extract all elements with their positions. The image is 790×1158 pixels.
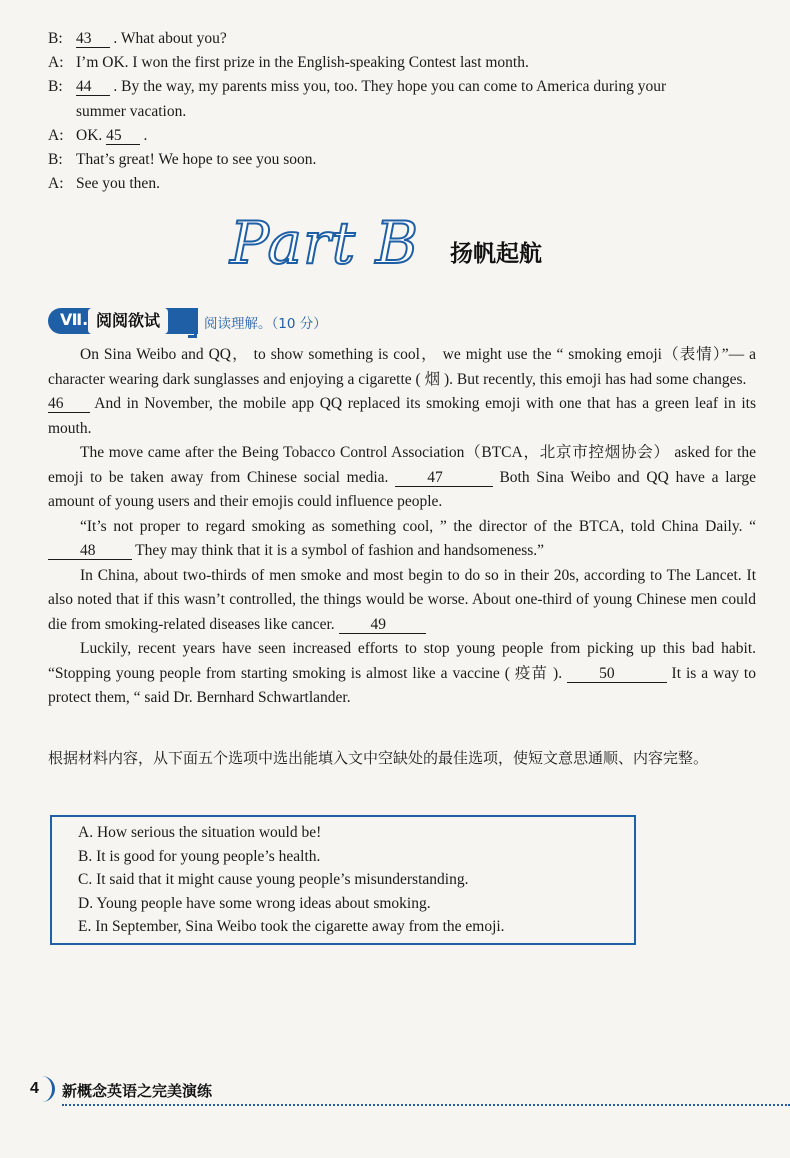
dialogue-line-3-cont: summer vacation. — [76, 103, 187, 120]
section-title: 阅阅欲试 — [88, 308, 168, 334]
options-box — [50, 815, 636, 945]
option-e: E. In September, Sina Weibo took the cigarette away from the emoji. — [78, 918, 505, 936]
dialogue-line-4: A: OK. 45 . — [48, 127, 148, 144]
passage-paragraph-5: In China, about two-thirds of men smoke and most begin to do so in their 20s, according to The Lancet. It also noted that if this wasn’t controlled, the things would be worse. About one-third of young Chinese men could die from smoking-related diseases like cancer. 49 — [48, 566, 756, 633]
blank-45: 45 — [106, 127, 140, 145]
section-subtitle: 阅读理解。（10 分） — [204, 316, 327, 332]
blank-48: 48 — [48, 542, 132, 560]
dialogue-line-6: A: See you then. — [48, 175, 160, 192]
section-header — [48, 306, 408, 336]
arc-icon — [42, 1076, 55, 1102]
blank-43: 43 — [76, 30, 110, 48]
instruction-text: 根据材料内容，从下面五个选项中选出能填入文中空缺处的最佳选项，使短文意思通顺、内容完整。 — [48, 749, 709, 767]
dialogue-line-1: B: 43 . What about you? — [48, 30, 227, 47]
option-b: B. It is good for young people’s health. — [78, 847, 321, 865]
book-title: 新概念英语之完美演练 — [62, 1082, 213, 1100]
part-b-script: Part B — [230, 209, 420, 277]
passage-paragraph-4: “It’s not proper to regard smoking as something cool, ” the director of the BTCA, told China Daily. “ 48 They may think that it is a symbol of fashion and handsomeness.” — [48, 515, 756, 564]
passage-paragraph-2: 46 And in November, the mobile app QQ replaced its smoking emoji with one that has a green leaf in its mouth. — [48, 395, 756, 437]
dialogue-line-3: B: 44 . By the way, my parents miss you, too. They hope you can come to America during your — [48, 78, 667, 95]
section-number: Ⅶ. — [60, 310, 89, 329]
dialogue-line-5: B: That’s great! We hope to see you soon. — [48, 151, 317, 168]
dialogue-line-2: A: I’m OK. I won the first prize in the English-speaking Contest last month. — [48, 54, 529, 71]
passage-paragraph-3: The move came after the Being Tobacco Control Association（BTCA，北京市控烟协会） asked for the emoji to be taken away from Chinese social media. 47 Both Sina Weibo and QQ have a large amount of young users and their emojis could influence people. — [48, 444, 757, 510]
passage-paragraph-1: On Sina Weibo and QQ， to show something is cool， we might use the “ smoking emoji（表情）”— a character wearing dark sunglasses and enjoying a cigarette ( 烟 ). But recently, this emoji has had some changes. — [48, 346, 756, 388]
page-footer — [0, 1070, 790, 1110]
blank-46: 46 — [48, 395, 90, 413]
page-number: 4 — [30, 1080, 39, 1097]
blank-47: 47 — [395, 469, 493, 487]
passage-paragraph-6: Luckily, recent years have seen increased efforts to stop young people from picking up this bad habit. “Stopping young people from starting smoking is almost like a vaccine ( 疫苗 ). 50 It is a way to protect them, “ said Dr. Bernhard Schwartlander. — [48, 640, 756, 706]
blank-49: 49 — [339, 616, 427, 634]
blank-50: 50 — [567, 665, 667, 683]
option-d: D. Young people have some wrong ideas about smoking. — [78, 894, 431, 912]
option-c: C. It said that it might cause young people’s misunderstanding. — [78, 871, 469, 889]
reading-passage — [48, 343, 756, 711]
part-b-title: 扬帆起航 — [450, 241, 542, 267]
bracket-icon — [188, 308, 197, 338]
option-a: A. How serious the situation would be! — [78, 824, 322, 841]
footer-divider — [62, 1104, 790, 1106]
blank-44: 44 — [76, 78, 110, 96]
